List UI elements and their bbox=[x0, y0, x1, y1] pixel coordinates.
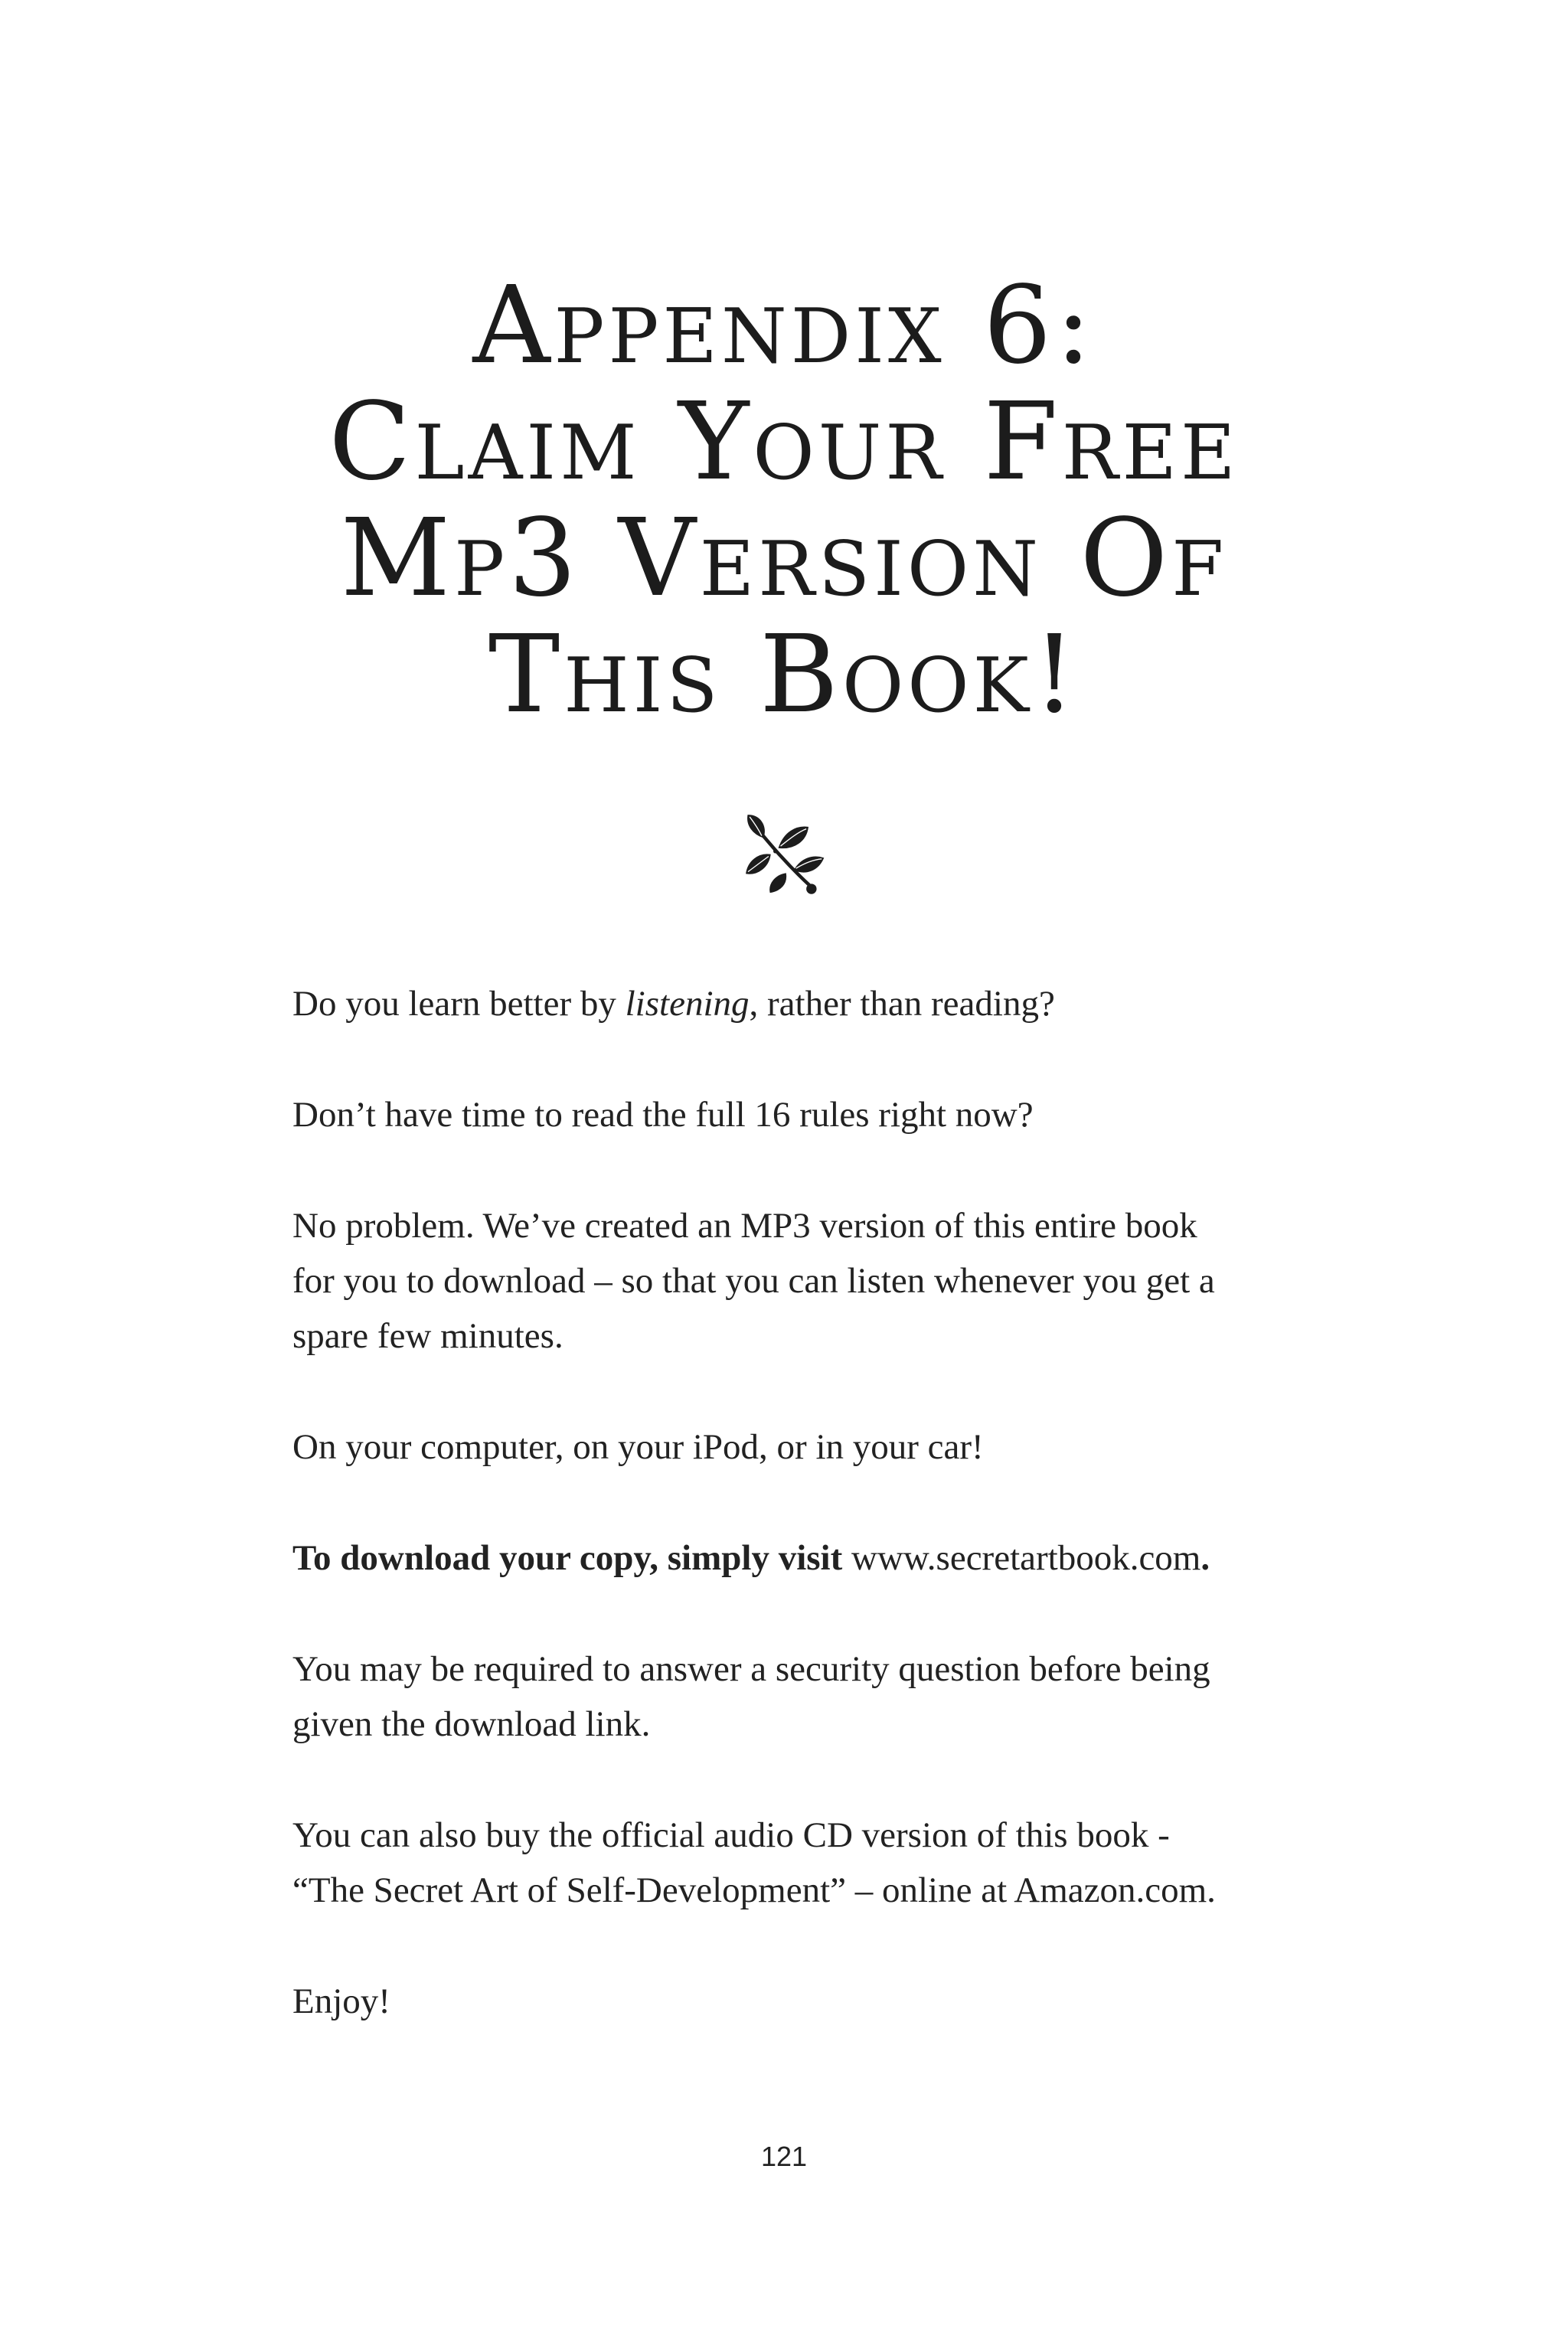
chapter-title bbox=[0, 263, 1568, 737]
paragraph-line: You can also buy the official audio CD version of this book - bbox=[292, 1815, 1170, 1855]
title-line-2: Claim Your Free bbox=[328, 380, 1240, 505]
paragraph-line: “The Secret Art of Self-Development” – online at Amazon.com. bbox=[292, 1870, 1216, 1910]
paragraph-security-question bbox=[292, 1642, 1318, 1752]
paragraph-audio-cd bbox=[292, 1808, 1318, 1918]
download-instruction: To download your copy, simply visit bbox=[292, 1538, 843, 1578]
paragraph-enjoy: Enjoy! bbox=[292, 1981, 390, 2021]
paragraph-text: Do you learn better by bbox=[292, 984, 626, 1024]
download-url-link[interactable]: www.secretartbook.com bbox=[842, 1538, 1201, 1578]
paragraph-line: for you to download – so that you can listen whenever you get a bbox=[292, 1261, 1215, 1301]
body-text bbox=[292, 976, 1318, 2029]
emphasis-listening: listening bbox=[625, 984, 750, 1024]
paragraph-no-problem bbox=[292, 1198, 1318, 1364]
paragraph-learn-by-listening bbox=[292, 976, 1318, 1031]
leaf-sprig-ornament-icon bbox=[741, 810, 827, 896]
page-number: 121 bbox=[760, 2141, 808, 2172]
title-line-1: Appendix 6: bbox=[472, 263, 1096, 388]
paragraph-line: No problem. We’ve created an MP3 version of this entire book bbox=[292, 1206, 1197, 1246]
title-line-4: This Book! bbox=[488, 612, 1080, 737]
paragraph-no-time: Don’t have time to read the full 16 rules right now? bbox=[292, 1095, 1034, 1135]
paragraph-line: You may be required to answer a security question before being bbox=[292, 1649, 1210, 1689]
paragraph-download bbox=[292, 1530, 1318, 1586]
title-line-3: Mp3 Version Of bbox=[340, 496, 1228, 621]
paragraph-devices: On your computer, on your iPod, or in your car! bbox=[292, 1427, 984, 1467]
paragraph-line: spare few minutes. bbox=[292, 1316, 564, 1356]
paragraph-line: given the download link. bbox=[292, 1704, 651, 1744]
paragraph-text: , rather than reading? bbox=[749, 984, 1055, 1024]
sentence-period: . bbox=[1200, 1538, 1210, 1578]
